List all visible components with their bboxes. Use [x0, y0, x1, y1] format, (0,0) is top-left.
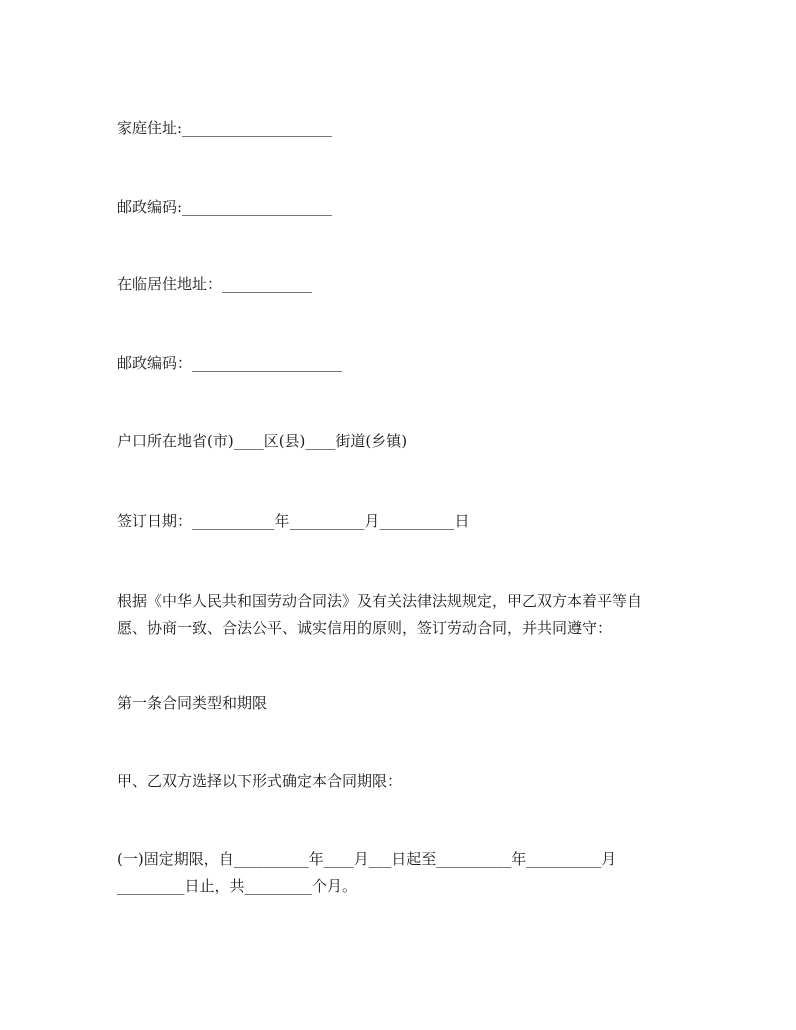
article-1-intro: 甲、乙双方选择以下形式确定本合同期限：	[117, 772, 403, 790]
preamble-line-1: 根据《中华人民共和国劳动合同法》及有关法律法规规定，甲乙双方本着平等自	[117, 592, 643, 610]
fixed-term-line-2: _________日止，共_________个月。	[117, 877, 358, 895]
temporary-address-field: 在临居住地址：____________	[117, 275, 313, 293]
postal-code-field-2: 邮政编码：____________________	[117, 354, 343, 372]
signing-date-field: 签订日期：___________年__________月__________日	[117, 512, 470, 530]
postal-code-field: 邮政编码:____________________	[117, 198, 333, 216]
home-address-field: 家庭住址:____________________	[117, 119, 333, 137]
article-1-title: 第一条合同类型和期限	[117, 694, 268, 712]
preamble-line-2: 愿、协商一致、合法公平、诚实信用的原则，签订劳动合同，并共同遵守：	[117, 619, 613, 637]
hukou-location-field: 户口所在地省(市)____区(县)____街道(乡镇)	[117, 432, 408, 450]
fixed-term-line-1: (一)固定期限，自__________年____月___日起至__________年__________月	[117, 850, 617, 868]
